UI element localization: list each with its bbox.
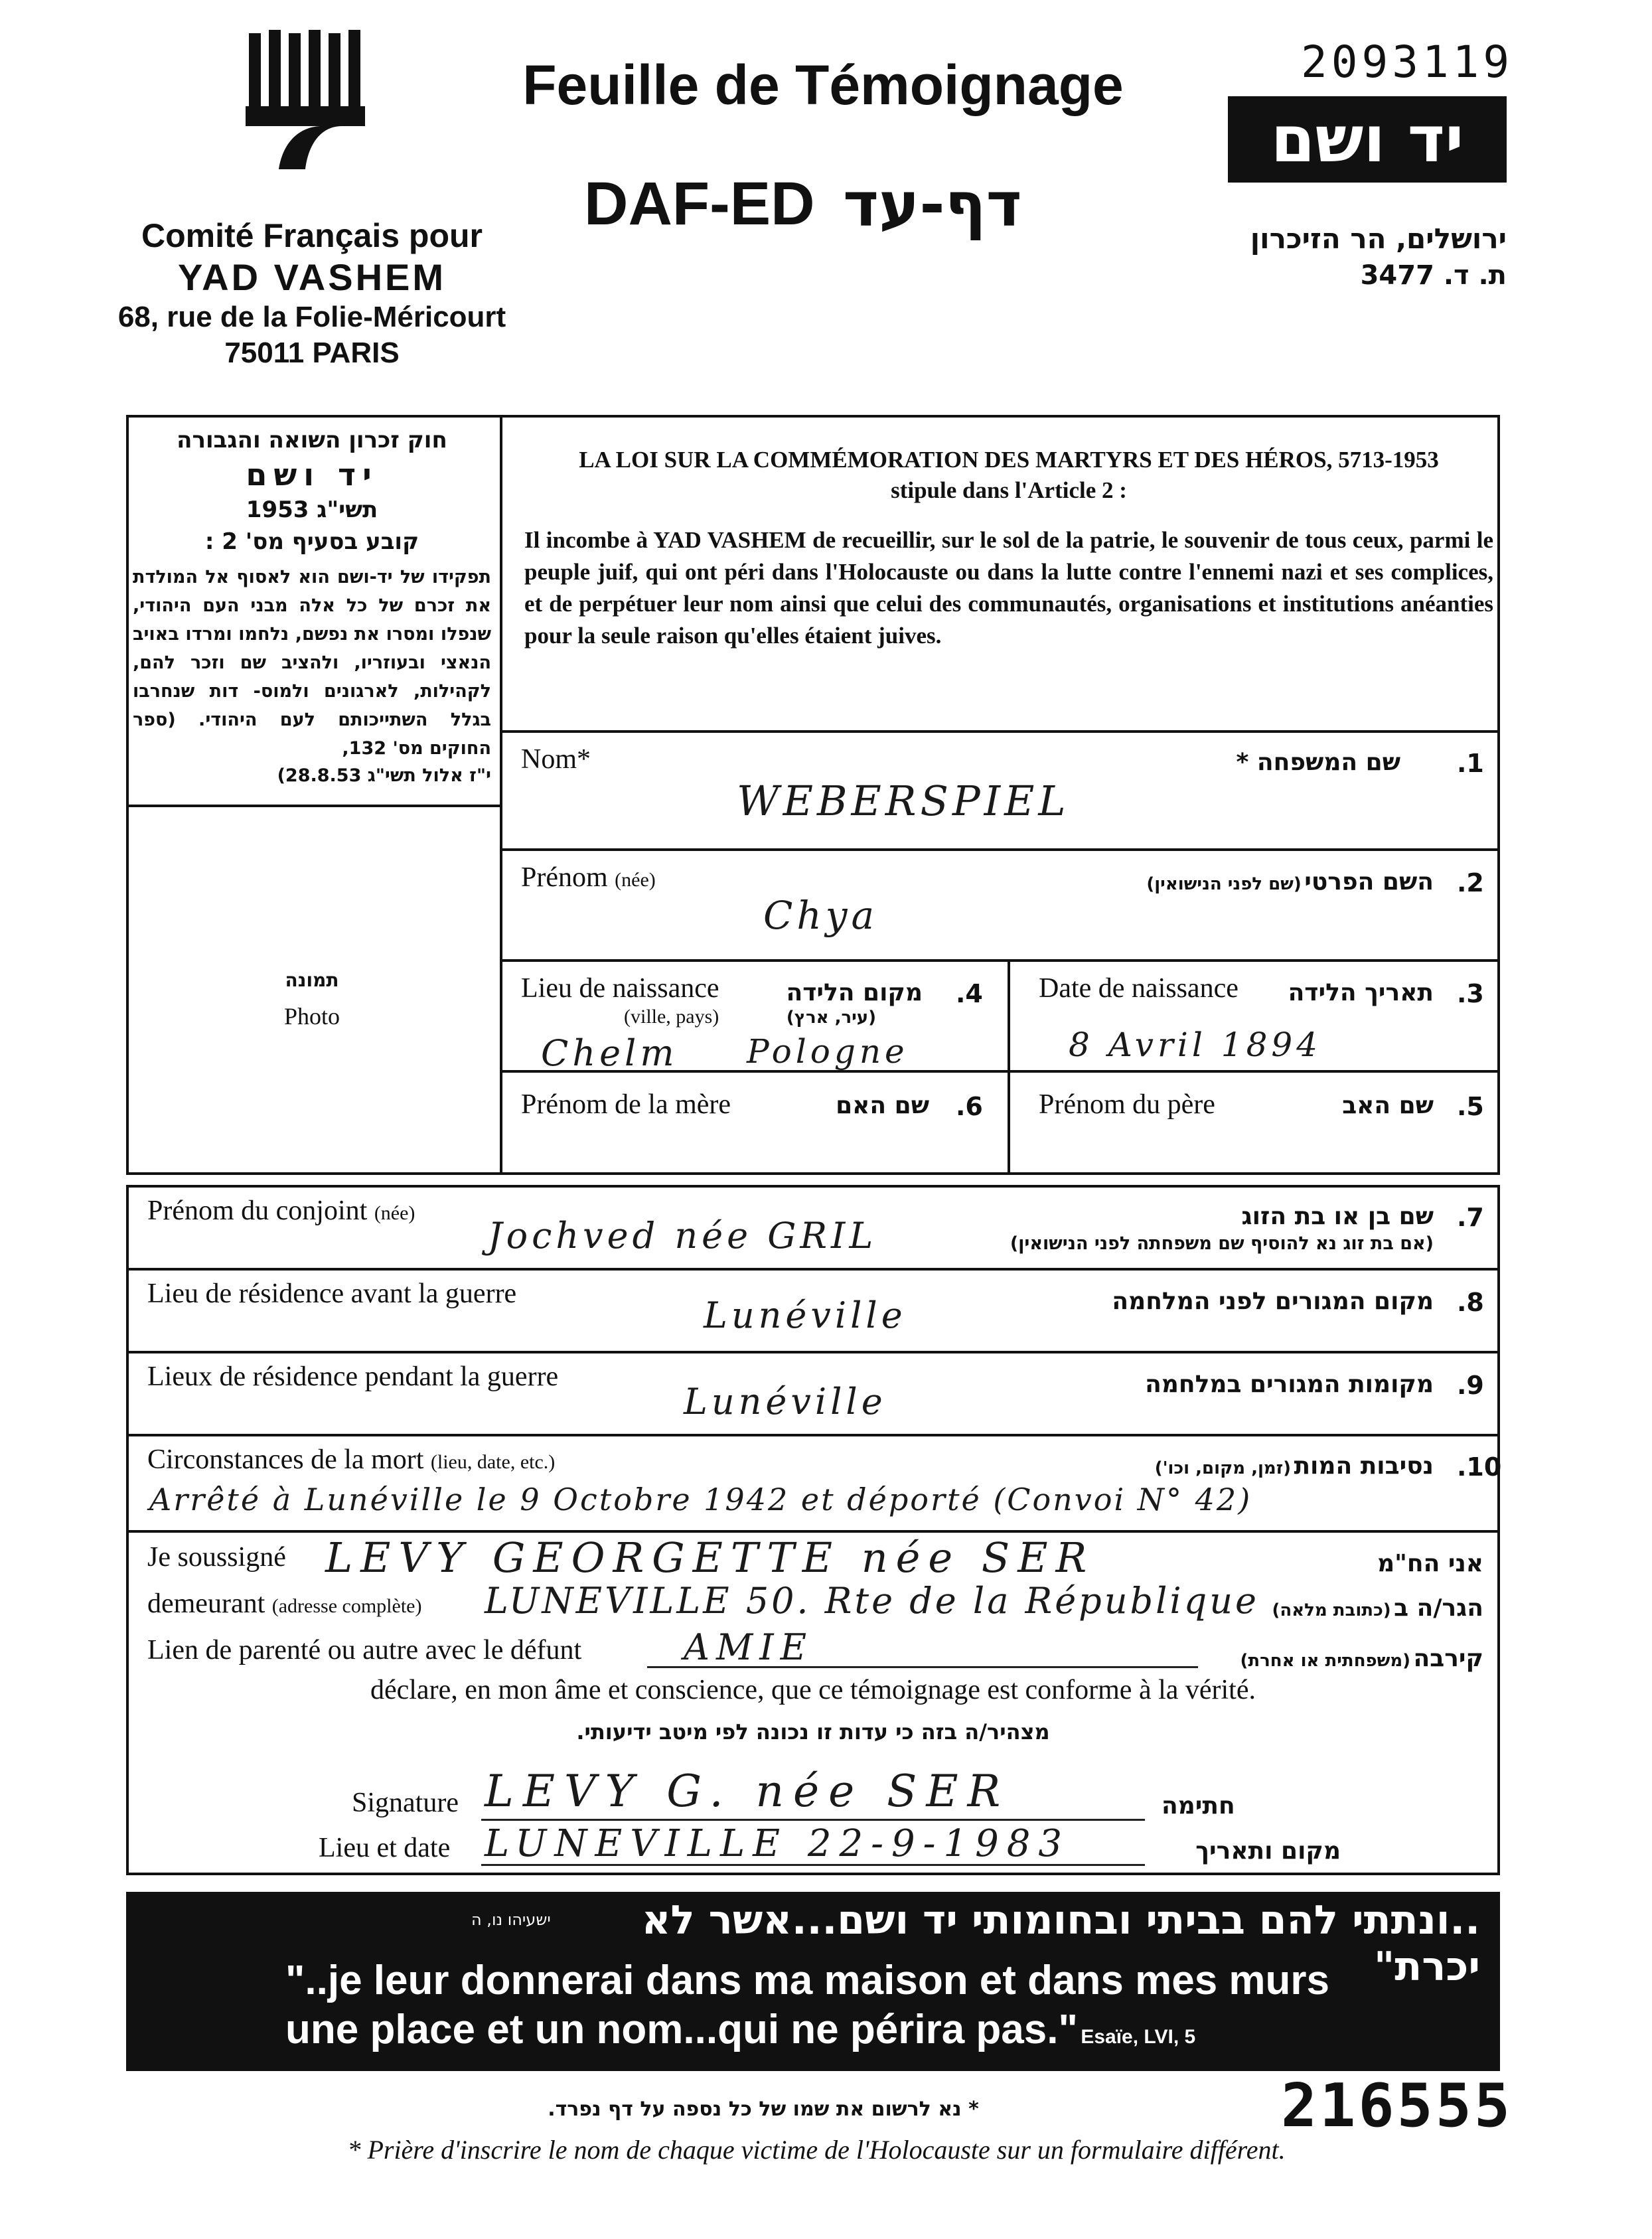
field2-value[interactable]: Chya [763,893,879,938]
yv-address: ירושלים, הר הזיכרון [1250,222,1507,255]
org-line3: 68, rue de la Folie-Méricourt [117,301,506,333]
field6-hebrew: שם האם [836,1092,929,1119]
declare-hebrew: מצהיר/ה בזה כי עדות זו נכונה לפי מיטב ידיעותי. [576,1719,1050,1744]
serial-number-top: 2093119 [1301,37,1514,88]
field9-number: .9 [1457,1371,1484,1400]
lieu-date-value[interactable]: LUNEVILLE 22-9-1983 [485,1822,1071,1865]
law-hebrew-date: י"ז אלול תשי"ג 28.8.53) [277,765,491,786]
field10-hebrew-text: נסיבות המות [1294,1452,1434,1480]
yv-logo-text: יד ושם [1270,102,1464,177]
menorah-logo [242,27,375,186]
demeurant-label [147,1588,421,1620]
demeurant-label-text: demeurant [147,1588,265,1619]
left-column-divider [500,415,502,1175]
field2-number: .2 [1457,868,1484,897]
law-hebrew-year: תשי"ג 1953 [246,497,378,523]
footer-french-note: * Prière d'inscrire le nom de chaque victime de l'Holocauste sur un formulaire différent. [347,2135,1286,2165]
demeurant-hebrew-note: (כתובת מלאה) [1272,1600,1391,1620]
demeurant-hebrew-text: הגר/ה ב [1394,1594,1483,1622]
org-line1: Comité Français pour [141,217,483,254]
lien-hebrew-text: קירבה [1413,1645,1483,1672]
rule-below-f7 [126,1268,1500,1271]
field5-number: .5 [1457,1092,1484,1121]
field1-label-text: Nom [521,744,577,775]
signature-underline [481,1819,1145,1821]
subtitle-latin: DAF-ED [584,170,815,238]
field10-note: (lieu, date, etc.) [430,1451,556,1473]
rule-below-f8 [126,1351,1500,1353]
field2-label-text: Prénom [521,862,608,893]
left-col-rule-1 [126,805,501,807]
field4-hebrew-note: (עיר, ארץ) [786,1008,876,1028]
demeurant-hebrew [1248,1594,1483,1622]
banner-french-ref: Esaïe, LVI, 5 [1081,2026,1196,2048]
law-french-title1: LA LOI SUR LA COMMÉMORATION DES MARTYRS ET DES HÉROS, 5713-1953 [579,447,1439,473]
banner-hebrew-ref: ישעיהו נו, ה [471,1910,551,1929]
org-line2: YAD VASHEM [177,256,447,298]
law-hebrew-article: קובע בסעיף מס' 2 : [204,528,419,555]
banner-french-line1: "..je leur donnerai dans ma maison et dans mes murs [285,1958,1330,2003]
lieu-date-label: Lieu et date [319,1833,451,1863]
quote-banner [126,1892,1500,2071]
footer-hebrew-note: * נא לרשום את שמו של כל נספה על דף נפרד. [548,2098,979,2121]
org-block [100,216,524,371]
field4-number: .4 [956,979,983,1008]
field8-value[interactable]: Lunéville [704,1294,907,1336]
field10-number: .10 [1457,1452,1502,1482]
law-french-block [524,445,1493,652]
field10-label-text: Circonstances de la mort [147,1444,424,1475]
field10-hebrew-note: (זמן, מקום, וכו') [1154,1458,1291,1478]
law-french-title2: stipule dans l'Article 2 : [891,477,1127,503]
field3-value[interactable]: 8 Avril 1894 [1069,1026,1322,1064]
field1-hebrew-text: שם המשפחה [1256,749,1400,776]
field4-note: (ville, pays) [624,1006,719,1028]
demeurant-note: (adresse complète) [271,1595,422,1617]
rule-below-f2 [500,959,1500,962]
law-hebrew-title1: חוק זכרון השואה והגבורה [177,427,447,453]
field4-hebrew: מקום הלידה [786,979,923,1006]
demeurant-value[interactable]: LUNEVILLE 50. Rte de la République [485,1580,1259,1622]
field9-label: Lieux de résidence pendant la guerre [147,1361,559,1392]
field7-hebrew: שם בן או בת הזוג [1241,1203,1434,1230]
lien-value[interactable]: AMIE [684,1626,814,1668]
field7-hebrew-note: (אם בת זוג נא להוסיף שם משפחתה לפני הנישואין) [1010,1233,1434,1254]
photo-label: Photo [283,1003,340,1030]
photo-label-hebrew: תמונה [285,969,339,991]
serial-number-bottom: 216555 [1281,2071,1513,2141]
field7-label [147,1195,415,1227]
signature-value[interactable]: LEVY G. née SER [485,1766,1010,1817]
field7-note: (née) [374,1202,415,1224]
lien-hebrew-note: (משפחתית או אחרת) [1240,1651,1411,1671]
field2-label [521,862,656,893]
field10-hebrew [1062,1452,1434,1480]
field1-number: .1 [1457,749,1484,778]
lien-hebrew [1208,1645,1483,1672]
field8-label: Lieu de résidence avant la guerre [147,1278,517,1309]
soussigne-hebrew: אני הח"מ [1377,1550,1483,1577]
field7-number: .7 [1457,1203,1484,1232]
field2-hebrew [1029,868,1434,895]
field7-label-text: Prénom du conjoint [147,1196,368,1226]
banner-hebrew-quote: ..ונתתי להם בביתי ובחומותי יד ושם...אשר לא יכרת" [641,1897,1480,1990]
field6-number: .6 [956,1092,983,1121]
field2-note: (née) [615,869,656,891]
page-title: Feuille de Témoignage [522,54,1124,116]
subtitle-hebrew: דף-עד [843,169,1022,240]
field8-number: .8 [1457,1288,1484,1317]
field3-label: Date de naissance [1039,973,1239,1004]
field9-hebrew: מקומות המגורים במלחמה [1145,1371,1434,1398]
lien-label: Lien de parenté ou autre avec le défunt [147,1635,582,1665]
law-hebrew-text: תפקידו של יד-ושם הוא לאסוף אל המולדת את זכרם של כל אלה מבני העם היהודי, שנפלו ומסרו את נפשם, נלחמו ומרדו באויב הנאצי ובעוזריו, ולהציב שם וזכר להם, לקהילות, לארגונים ולמוס- דות שנחרבו בגלל השתייכותם לעם היהודי. (ספר החוקים מס' 132, [133,567,491,759]
field6-label: Prénom de la mère [521,1089,731,1120]
field1-star-hebrew: * [1236,749,1249,776]
field8-hebrew: מקום המגורים לפני המלחמה [1112,1288,1434,1315]
field3-hebrew: תאריך הלידה [1288,979,1434,1006]
field7-value[interactable]: Jochved née GRIL [488,1215,877,1257]
field4-label: Lieu de naissance [521,973,719,1004]
org-line4: 75011 PARIS [224,337,400,369]
field5-hebrew: שם האב [1342,1092,1434,1119]
field2-hebrew-note: (שם לפני הנישואין) [1146,874,1302,894]
soussigne-value[interactable]: LEVY GEORGETTE née SER [325,1533,1095,1582]
law-hebrew-block [133,425,491,789]
rule-below-f9 [126,1434,1500,1436]
rule-below-f1 [500,848,1500,851]
field2-hebrew-text: השם הפרטי [1304,868,1434,895]
law-hebrew-title2: יד ושם [246,457,378,493]
yad-vashem-logo [1228,96,1507,183]
field4-value-country[interactable]: Pologne [747,1032,909,1071]
signature-hebrew: חתימה [1162,1792,1235,1819]
law-french-text: Il incombe à YAD VASHEM de recueillir, sur le sol de la patrie, le souvenir de tous ceux, parmi le peuple juif, qui ont péri dans l'Holocauste ou dans la lutte contre l'ennemi nazi et ses complices, et de perpétuer leur nom ainsi que celui des communautés, organisations et institutions anéanties pour la seule raison qu'elles étaient juives. [524,527,1493,649]
yv-pobox: ת. ד. 3477 [1360,260,1507,291]
field4-value-city[interactable]: Chelm [541,1032,678,1074]
soussigne-label: Je soussigné [147,1542,286,1573]
field1-label [521,743,591,775]
banner-french-line2 [285,2006,1195,2053]
rule-below-law [500,730,1500,733]
field5-label: Prénom du père [1039,1089,1215,1120]
field1-hebrew [1128,749,1400,776]
field1-value[interactable]: WEBERSPIEL [737,777,1070,825]
rule-below-f10 [126,1530,1500,1533]
field3-number: .3 [1457,979,1484,1008]
signature-label: Signature [352,1788,459,1818]
field10-label [147,1444,555,1476]
declare-text: déclare, en mon âme et conscience, que ce témoignage est conforme à la vérité. [370,1675,1256,1705]
field9-value[interactable]: Lunéville [684,1381,887,1423]
field1-star: * [577,744,591,775]
mid-divider-f3f6 [1008,959,1010,1175]
lieu-date-hebrew: מקום ותאריך [1195,1837,1341,1865]
banner-french-line2-text: une place et un nom...qui ne périra pas." [285,2007,1078,2052]
field10-value[interactable]: Arrêté à Lunéville le 9 Octobre 1942 et déporté (Convoi N° 42) [149,1482,1252,1517]
